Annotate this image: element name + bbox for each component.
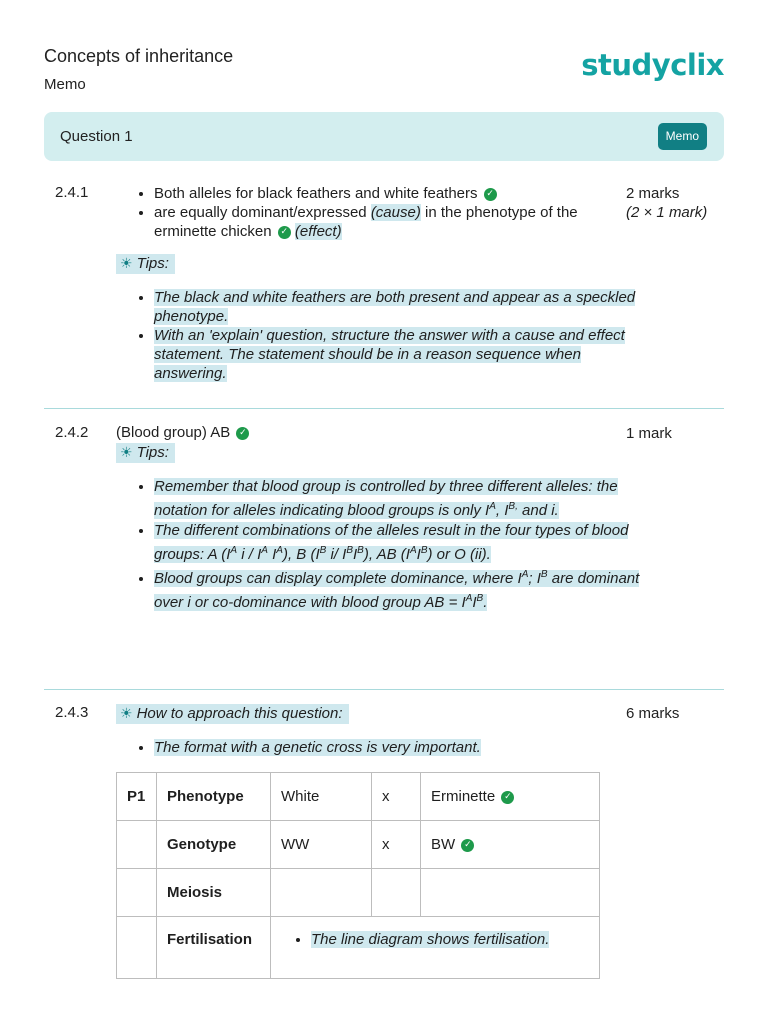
empty-cell	[421, 869, 600, 917]
phenotype-left: White	[271, 773, 372, 821]
question-number: 2.4.1	[55, 184, 89, 201]
tip-item	[154, 477, 644, 521]
tip-item	[154, 565, 644, 613]
answer-2-4-2	[44, 420, 724, 690]
tip-text: The black and white feathers are both present and appear as a speckled phenotype.	[154, 289, 636, 325]
empty-cell	[271, 869, 372, 917]
cause-label: (cause)	[370, 204, 421, 221]
document-subtitle: Memo	[44, 76, 86, 93]
tip-item	[154, 326, 644, 383]
table-row	[117, 869, 600, 917]
lightbulb-icon: ☀	[120, 256, 133, 272]
document-header	[44, 44, 724, 104]
tips-list	[116, 288, 644, 383]
marks-breakdown: (2 × 1 mark)	[626, 204, 708, 221]
lightbulb-icon: ☀	[120, 706, 133, 722]
question-bar	[44, 112, 724, 161]
marks	[626, 704, 679, 723]
phenotype-right: Erminette	[431, 788, 496, 805]
tip-item	[311, 931, 589, 948]
tip-text: The format with a genetic cross is very important.	[154, 739, 481, 756]
check-circle-icon: ✓	[461, 839, 474, 852]
tips-heading	[116, 443, 175, 463]
document-title: Concepts of inheritance	[44, 46, 234, 66]
genetic-cross-table	[116, 772, 600, 979]
row-label: Meiosis	[157, 869, 271, 917]
tip-text: Blood groups can display complete dominance, where $I^A$; $I^B$ are dominant over i or co-dominance with blood group AB = $I^AI^B$.	[154, 569, 640, 611]
marks-value: 2 marks	[626, 185, 680, 202]
row-label: Fertilisation	[157, 917, 271, 979]
answer-value: (Blood group) AB	[116, 424, 231, 441]
check-circle-icon: ✓	[484, 188, 497, 201]
approach-label: How to approach this question:	[136, 705, 343, 722]
tip-item	[154, 738, 644, 757]
question-number: 2.4.3	[55, 704, 89, 721]
marks-value: 6 marks	[626, 705, 680, 722]
memo-badge[interactable]: Memo	[658, 123, 707, 150]
tip-text: Remember that blood group is controlled by three different alleles: the notation for alleles indicating blood groups is only $I^A$, $I^{B,}$ and i.	[154, 478, 618, 519]
effect-label: (effect)	[294, 223, 342, 240]
empty-cell	[117, 917, 157, 979]
fertilisation-note-cell	[271, 917, 600, 979]
answer-point	[154, 184, 644, 203]
tips-label: Tips:	[136, 255, 169, 272]
check-circle-icon: ✓	[501, 791, 514, 804]
genotype-right: BW	[431, 836, 456, 853]
check-circle-icon: ✓	[236, 427, 249, 440]
answer-point	[154, 203, 644, 241]
marks-value: 1 mark	[626, 425, 672, 442]
tip-item	[154, 521, 644, 565]
table-row	[117, 917, 600, 979]
answer-2-4-1	[44, 180, 724, 409]
tip-text: The different combinations of the alleles result in the four types of blood groups: A ($I^A$ i / $I^A$ $I^A$), B ($I^B$ i/ $I^BI^B$), AB $(I^AI^B)$ or O (ii).	[154, 522, 629, 563]
genotype-right-cell	[421, 821, 600, 869]
approach-list	[116, 738, 644, 757]
question-number: 2.4.2	[55, 424, 89, 441]
approach-heading	[116, 704, 349, 724]
answer-text: are equally dominant/expressed	[154, 204, 367, 221]
empty-cell	[372, 869, 421, 917]
answer-text	[116, 424, 249, 441]
table-row	[117, 773, 600, 821]
generation-cell: P1	[117, 773, 157, 821]
phenotype-right-cell	[421, 773, 600, 821]
empty-cell	[117, 869, 157, 917]
studyclix-logo[interactable]: studyclix	[581, 48, 724, 82]
check-circle-icon: ✓	[278, 226, 291, 239]
answer-list	[116, 184, 644, 241]
row-label: Phenotype	[157, 773, 271, 821]
marks	[626, 424, 672, 443]
empty-cell	[117, 821, 157, 869]
marks	[626, 184, 707, 222]
table-row	[117, 821, 600, 869]
tips-list	[116, 477, 644, 613]
question-label: Question 1	[60, 128, 133, 145]
fertilisation-list	[281, 931, 589, 948]
cross-symbol: x	[372, 773, 421, 821]
tip-text: With an 'explain' question, structure the answer with a cause and effect statement. The statement should be in a reason sequence when answering.	[154, 327, 625, 382]
lightbulb-icon: ☀	[120, 445, 133, 461]
tips-heading	[116, 254, 175, 274]
answer-2-4-3	[44, 700, 724, 1000]
tip-item	[154, 288, 644, 326]
row-label: Genotype	[157, 821, 271, 869]
answer-text: in the phenotype of the erminette chicken	[154, 204, 578, 240]
cross-symbol: x	[372, 821, 421, 869]
tip-text: The line diagram shows fertilisation.	[311, 931, 550, 948]
tips-label: Tips:	[136, 444, 169, 461]
genotype-left: WW	[271, 821, 372, 869]
answer-text: Both alleles for black feathers and white feathers	[154, 185, 478, 202]
